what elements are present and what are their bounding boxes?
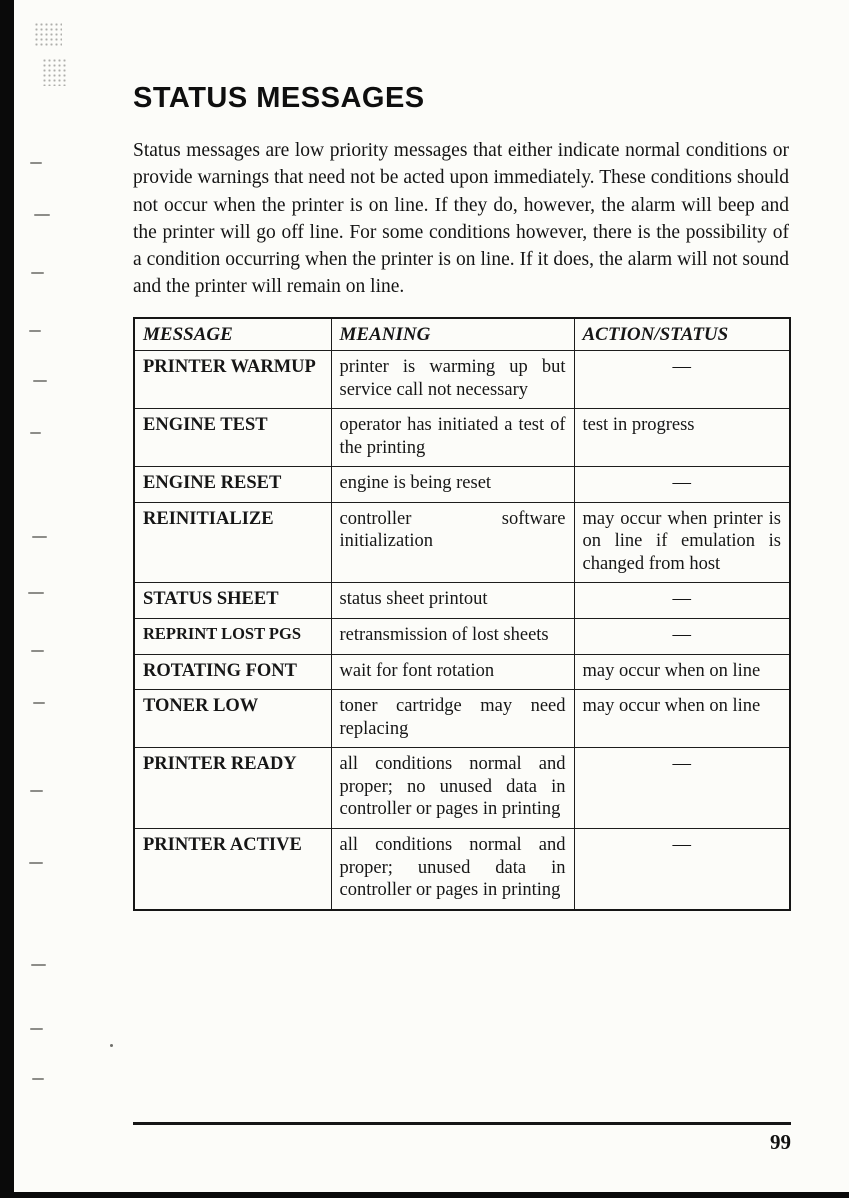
page-number: 99: [770, 1130, 791, 1154]
table-row: [134, 690, 790, 748]
scan-artifact: [110, 1044, 113, 1047]
message-cell: PRINTER READY: [134, 748, 331, 829]
scan-artifact: [31, 272, 44, 274]
table-row: [134, 467, 790, 503]
action-cell: —: [574, 828, 790, 909]
table-row: [134, 350, 790, 408]
meaning-cell: operator has initiated a test of the printing: [331, 409, 574, 467]
status-messages-table: [133, 317, 791, 911]
action-cell: —: [574, 583, 790, 619]
footer-rule: [133, 1122, 791, 1125]
table-row: [134, 654, 790, 690]
scan-artifact: [30, 162, 42, 164]
meaning-cell: controller software initialization: [331, 502, 574, 583]
table-row: [134, 748, 790, 829]
action-cell: —: [574, 748, 790, 829]
message-cell: REINITIALIZE: [134, 502, 331, 583]
scan-artifact: [30, 432, 41, 434]
meaning-cell: status sheet printout: [331, 583, 574, 619]
scan-binding-bar: [0, 0, 14, 1198]
meaning-cell: engine is being reset: [331, 467, 574, 503]
action-cell: —: [574, 619, 790, 655]
action-cell: test in progress: [574, 409, 790, 467]
meaning-cell: all conditions normal and proper; no unused data in controller or pages in printing: [331, 748, 574, 829]
scan-artifact: [31, 650, 44, 652]
table-row: [134, 828, 790, 909]
scan-artifact: [33, 702, 45, 704]
message-cell: REPRINT LOST PGS: [134, 619, 331, 655]
message-cell: STATUS SHEET: [134, 583, 331, 619]
scan-artifact: [32, 1078, 44, 1080]
intro-paragraph: Status messages are low priority messages that either indicate normal conditions or provide warnings that need not be acted upon immediately. These conditions should not occur when the printer is on line. If they do, however, the alarm will beep and the printer will go off line. For some conditions however, there is the possibility of a condition occurring when the printer is on line. If it does, the alarm will not sound and the printer will remain on line.: [133, 140, 789, 298]
table-row: [134, 409, 790, 467]
meaning-cell: retransmission of lost sheets: [331, 619, 574, 655]
action-cell: may occur when printer is on line if emulation is changed from host: [574, 502, 790, 583]
scan-artifact: [30, 790, 43, 792]
message-cell: ENGINE TEST: [134, 409, 331, 467]
meaning-cell: all conditions normal and proper; unused data in controller or pages in printing: [331, 828, 574, 909]
message-cell: TONER LOW: [134, 690, 331, 748]
action-cell: may occur when on line: [574, 690, 790, 748]
table-row: [134, 502, 790, 583]
scan-artifact: [34, 214, 50, 216]
message-cell: ROTATING FONT: [134, 654, 331, 690]
table-row: [134, 619, 790, 655]
column-header-action: ACTION/STATUS: [574, 318, 790, 351]
scan-artifact: [29, 862, 43, 864]
column-header-message: MESSAGE: [134, 318, 331, 351]
scan-artifact: [29, 330, 41, 332]
meaning-cell: wait for font rotation: [331, 654, 574, 690]
action-cell: —: [574, 350, 790, 408]
meaning-cell: toner cartridge may need replacing: [331, 690, 574, 748]
scan-artifact: [28, 592, 44, 594]
scan-bottom-bar: [0, 1192, 849, 1198]
scan-artifact: [31, 964, 46, 966]
scan-artifact: [34, 22, 62, 48]
page-content: [133, 0, 789, 911]
page-title: STATUS MESSAGES: [133, 82, 425, 114]
scan-artifact: [42, 58, 66, 86]
scan-artifact: [30, 1028, 43, 1030]
meaning-cell: printer is warming up but service call not necessary: [331, 350, 574, 408]
message-cell: ENGINE RESET: [134, 467, 331, 503]
action-cell: —: [574, 467, 790, 503]
message-cell: PRINTER WARMUP: [134, 350, 331, 408]
action-cell: may occur when on line: [574, 654, 790, 690]
table-row: [134, 583, 790, 619]
table-header-row: [134, 318, 790, 351]
column-header-meaning: MEANING: [331, 318, 574, 351]
scan-artifact: [32, 536, 47, 538]
scan-artifact: [33, 380, 47, 382]
message-cell: PRINTER ACTIVE: [134, 828, 331, 909]
